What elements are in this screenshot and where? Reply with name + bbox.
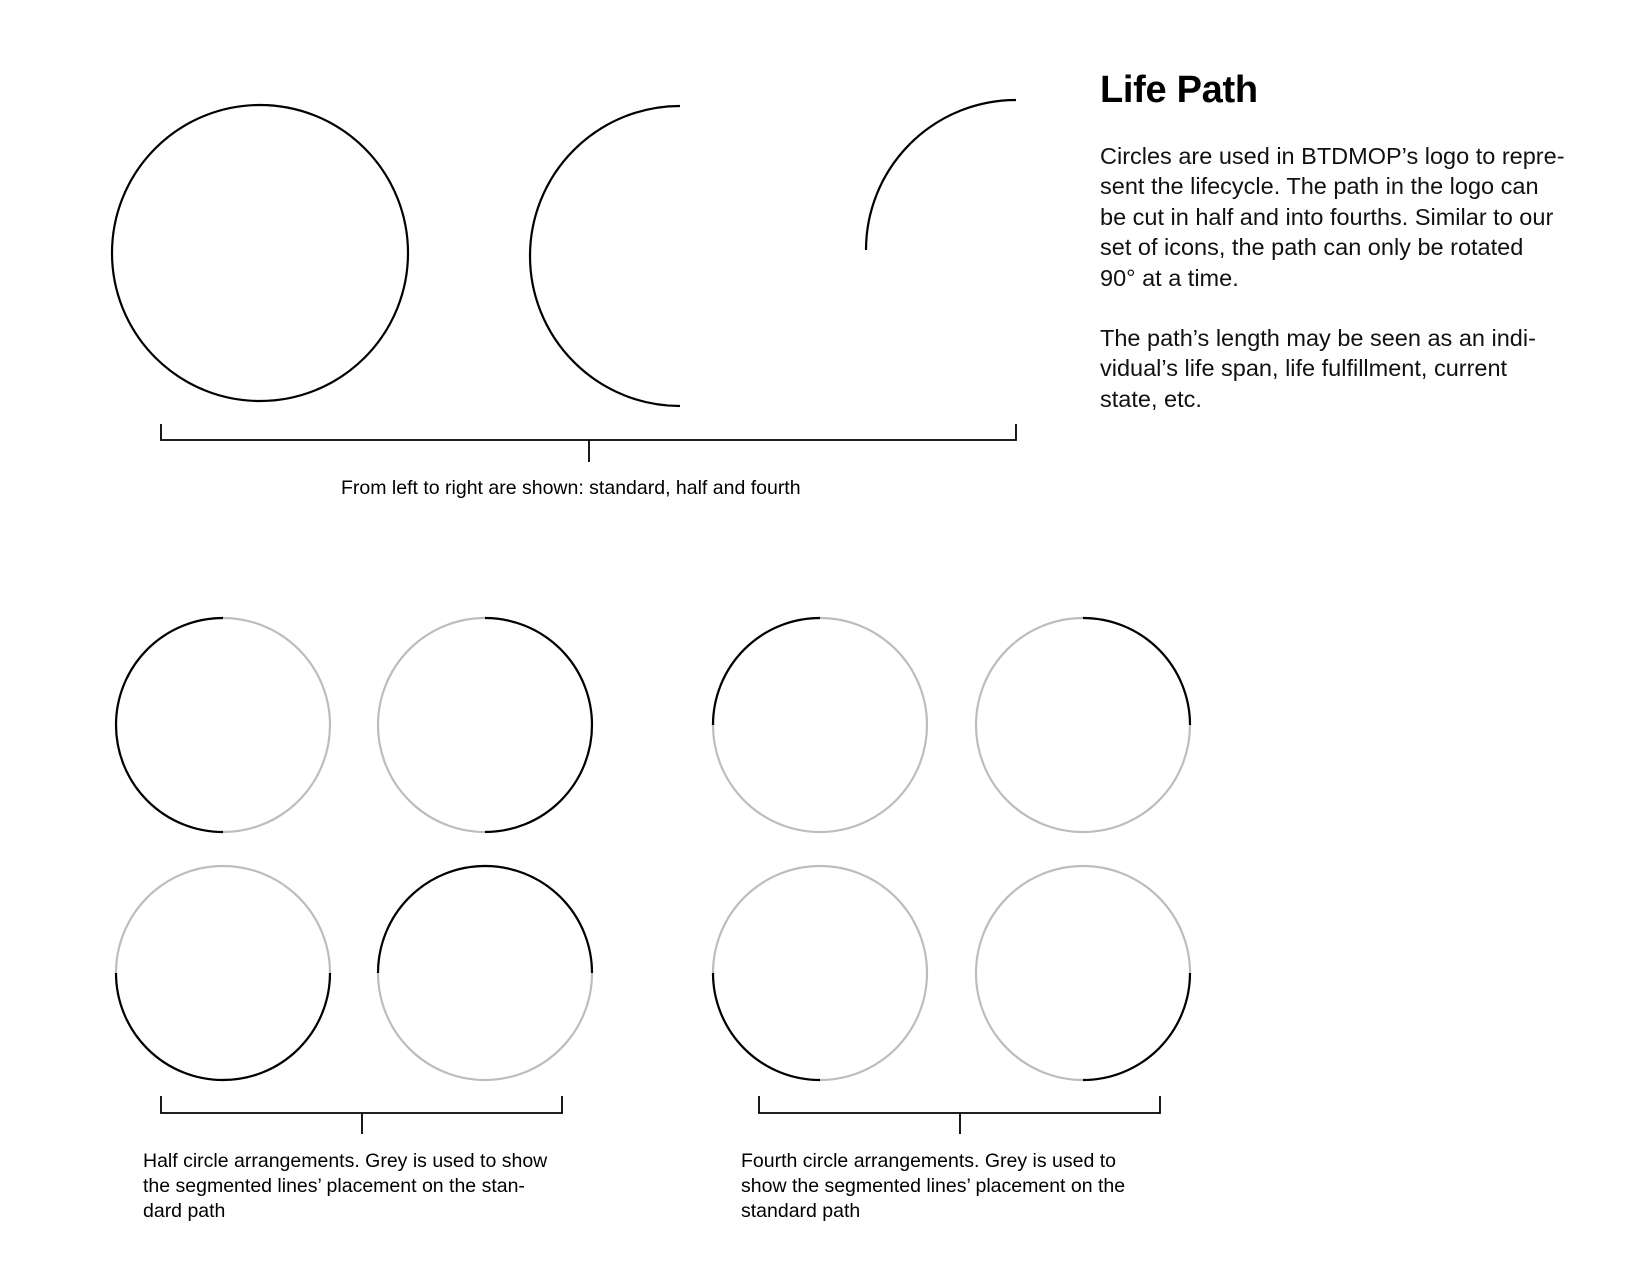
half-arrangement-bottom [116,866,330,1080]
fourth-arrangement-bottom-right [976,866,1190,1080]
half-arc-left [116,618,223,832]
half-arc-right [485,618,592,832]
page-title: Life Path [1100,69,1258,111]
half-arrangements [116,618,592,1080]
fourth-arrangement-top-left [713,618,927,832]
fourth-arc-bottom-right [1083,973,1190,1080]
description-paragraph-1: Circles are used in BTDMOP’s logo to repre- sent the lifecycle. The path in the logo can be cut in half and into fourths. Similar to our set of icons, the path can only be rotated 90° at a time. [1100,143,1565,291]
fourth-arrangements [713,618,1190,1080]
half-arrangements-bracket [161,1096,562,1134]
half-arrangement-left [116,618,330,832]
fourth-arc-top-left [713,618,820,725]
variant-examples [112,100,1016,406]
fourth-arrangements-caption: Fourth circle arrangements. Grey is used to show the segmented lines’ placement on the standard path [741,1150,1126,1222]
fourth-path [866,100,1016,250]
variants-bracket [161,424,1016,462]
half-arrangement-top [378,866,592,1080]
half-arc-top [378,866,592,973]
half-arrangement-right [378,618,592,832]
standard-path [112,105,408,401]
fourth-arrangement-bottom-left [713,866,927,1080]
fourth-arrangement-top-right [976,618,1190,832]
half-path [530,106,680,406]
fourth-arc-top-right [1083,618,1190,725]
half-arc-bottom [116,973,330,1080]
fourth-arrangements-bracket [759,1096,1160,1134]
fourth-arc-bottom-left [713,973,820,1080]
variants-caption: From left to right are shown: standard, half and fourth [341,477,801,499]
description-paragraph-2: The path’s length may be seen as an indi- vidual’s life span, life fulfillment, current state, etc. [1100,325,1536,412]
half-arrangements-caption: Half circle arrangements. Grey is used to show the segmented lines’ placement on the stan- dard path [143,1150,548,1222]
